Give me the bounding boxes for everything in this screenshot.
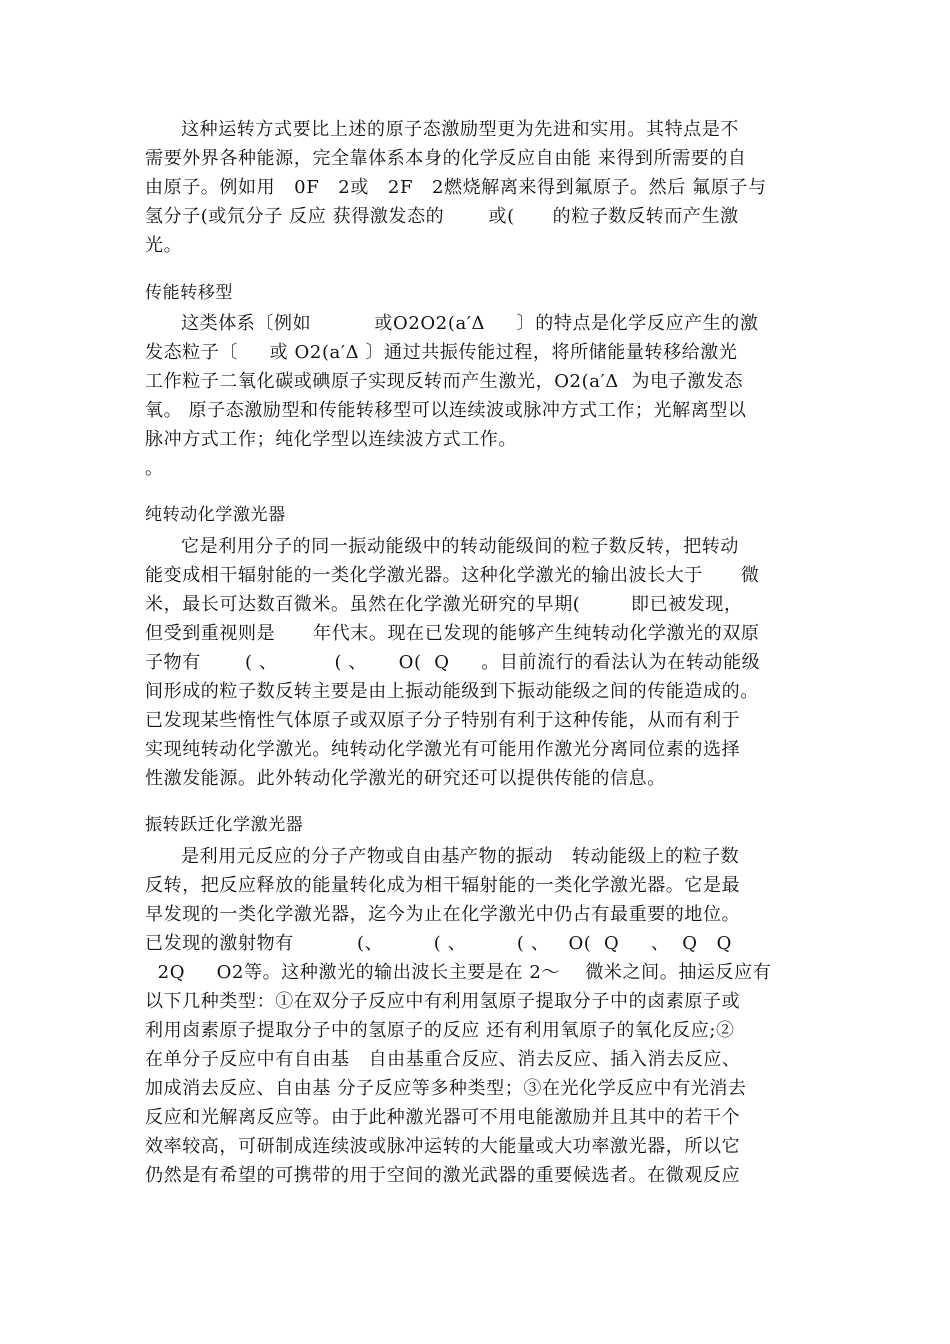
paragraph-line: 发态粒子〔 或 O2(a′Δ 〕通过共振传能过程，将所储能量转移给激光: [145, 342, 738, 363]
paragraph-line: 工作粒子二氧化碳或碘原子实现反转而产生激光，O2(a′Δ 为电子激发态: [145, 371, 744, 392]
paragraph-line: 能变成相干辐射能的一类化学激光器。这种化学激光的输出波长大于 微: [145, 565, 760, 586]
paragraph-line: 利用卤素原子提取分子中的氢原子的反应 还有利用氧原子的氧化反应;②: [145, 1020, 735, 1041]
paragraph-line: 早发现的一类化学激光器，迄今为止在化学激光中仍占有最重要的地位。: [145, 904, 741, 925]
paragraph-line: 加成消去反应、自由基 分子反应等多种类型；③在光化学反应中有光消去: [145, 1078, 747, 1099]
paragraph-line: 2Q O2等。这种激光的输出波长主要是在 2～ 微米之间。抽运反应有: [145, 962, 772, 983]
paragraph-line: 间形成的粒子数反转主要是由上振动能级到下振动能级之间的传能造成的。: [145, 681, 759, 702]
paragraph-line: 光。: [145, 235, 183, 256]
paragraph-line: 反转，把反应释放的能量转化成为相干辐射能的一类化学激光器。它是最: [145, 875, 741, 896]
paragraph-line: 效率较高，可研制成连续波或脉冲运转的大能量或大功率激光器，所以它: [145, 1136, 741, 1157]
paragraph-line: 它是利用分子的同一振动能级中的转动能级间的粒子数反转，把转动: [181, 536, 739, 557]
section-heading: 振转跃迁化学激光器: [145, 815, 304, 835]
paragraph-line: 已发现某些惰性气体原子或双原子分子特别有利于这种传能，从而有利于: [145, 710, 741, 731]
paragraph-line: 在单分子反应中有自由基 自由基重合反应、消去反应、插入消去反应、: [145, 1049, 741, 1070]
paragraph-line: 子物有 ( 、 ( 、 O( Q 。目前流行的看法认为在转动能级: [145, 652, 761, 673]
paragraph-line: 性激发能源。此外转动化学激光的研究还可以提供传能的信息。: [145, 768, 666, 789]
paragraph-line: 仍然是有希望的可携带的用于空间的激光武器的重要候选者。在微观反应: [145, 1165, 741, 1186]
paragraph-line: 但受到重视则是 年代末。现在已发现的能够产生纯转动化学激光的双原: [145, 623, 760, 644]
paragraph-line: 氢分子(或氘分子 反应 获得激发态的 或( 的粒子数反转而产生激: [145, 206, 739, 227]
paragraph-line: 反应和光解离反应等。由于此种激光器可不用电能激励并且其中的若干个: [145, 1107, 741, 1128]
section-heading: 纯转动化学激光器: [145, 505, 286, 525]
paragraph-line: 已发现的激射物有 (、 ( 、 ( 、 O( Q 、 Q Q: [145, 933, 732, 954]
paragraph-line: 这类体系〔例如 或O2O2(a′Δ 〕的特点是化学反应产生的激: [181, 313, 759, 334]
paragraph-line: 是利用元反应的分子产物或自由基产物的振动 转动能级上的粒子数: [181, 846, 740, 867]
paragraph-line: 实现纯转动化学激光。纯转动化学激光有可能用作激光分离同位素的选择: [145, 739, 741, 760]
paragraph-line: 需要外界各种能源，完全靠体系本身的化学反应自由能 来得到所需要的自: [145, 148, 747, 169]
paragraph-line: 。: [145, 458, 164, 479]
paragraph-line: 脉冲方式工作；纯化学型以连续波方式工作。: [145, 429, 517, 450]
paragraph-line: 以下几种类型：①在双分子反应中有利用氢原子提取分子中的卤素原子或: [145, 991, 741, 1012]
section-heading: 传能转移型: [145, 283, 233, 303]
paragraph-line: 米，最长可达数百微米。虽然在化学激光研究的早期( 即已被发现，: [145, 594, 743, 615]
paragraph-line: 这种运转方式要比上述的原子态激励型更为先进和实用。其特点是不: [181, 119, 739, 140]
paragraph-line: 由原子。例如用 0F 2或 2F 2燃烧解离来得到氟原子。然后 氟原子与: [145, 177, 767, 198]
paragraph-line: 氧。 原子态激励型和传能转移型可以连续波或脉冲方式工作；光解离型以: [145, 400, 747, 421]
